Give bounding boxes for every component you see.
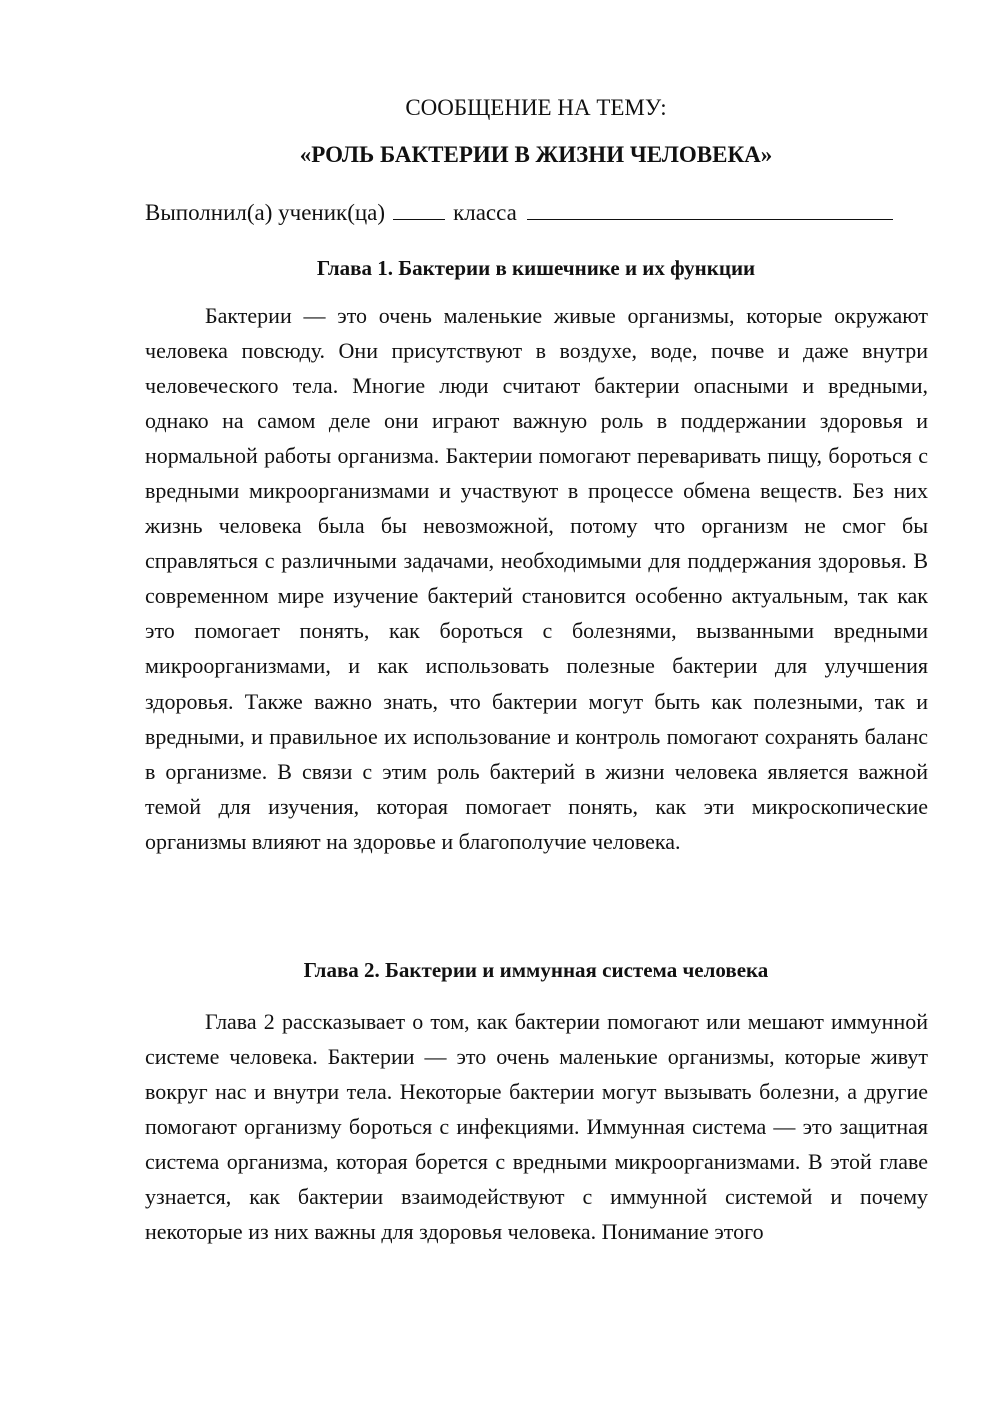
author-line [145, 199, 893, 226]
chapter-2-heading: Глава 2. Бактерии и иммунная система человека [303, 958, 769, 982]
author-name-blank [527, 199, 893, 220]
document-title: «РОЛЬ БАКТЕРИИ В ЖИЗНИ ЧЕЛОВЕКА» [299, 142, 773, 167]
chapter-2-paragraph: Глава 2 рассказывает о том, как бактерии помогают или мешают иммунной системе человека. Бактерии — это очень маленькие организмы, которые живут вокруг нас и внутри тела. Некоторые бактерии могут вызывать болезни, а другие помогают организму бороться с инфекциями. Иммунная система — это защитная система организма, которая борется с вредными микроорганизмами. В этой главе узнается, как бактерии взаимодействуют с иммунной системой и почему некоторые из них важны для здоровья человека. Понимание этого [145, 1009, 928, 1245]
title-line-1: СООБЩЕНИЕ НА ТЕМУ: [405, 95, 667, 120]
chapter-1-heading: Глава 1. Бактерии в кишечнике и их функции [316, 256, 756, 280]
author-label: Выполнил(а) ученик(ца) [145, 200, 386, 225]
class-number-blank [393, 199, 445, 220]
chapter-1-paragraph: Бактерии — это очень маленькие живые организмы, которые окружают человека повсюду. Они присутствуют в воздухе, воде, почве и даже внутри человеческого тела. Многие люди считают бактерии опасными и вредными, однако на самом деле они играют важную роль в поддержании здоровья и нормальной работы организма. Бактерии помогают переваривать пищу, бороться с вредными микроорганизмами и участвуют в процессе обмена веществ. Без них жизнь человека была бы невозможной, потому что организм не смог бы справляться с различными задачами, необходимыми для поддержания здоровья. В современном мире изучение бактерий становится особенно актуальным, так как это помогает понять, как бороться с болезнями, вызванными вредными микроорганизмами, и как использовать полезные бактерии для улучшения здоровья. Также важно знать, что бактерии могут быть как полезными, так и вредными, и правильное их использование и контроль помогают сохранять баланс в организме. В связи с этим роль бактерий в жизни человека является важной темой для изучения, которая помогает понять, как эти микроскопические организмы влияют на здоровье и благополучие человека. [145, 303, 928, 854]
class-label: класса [453, 200, 517, 225]
